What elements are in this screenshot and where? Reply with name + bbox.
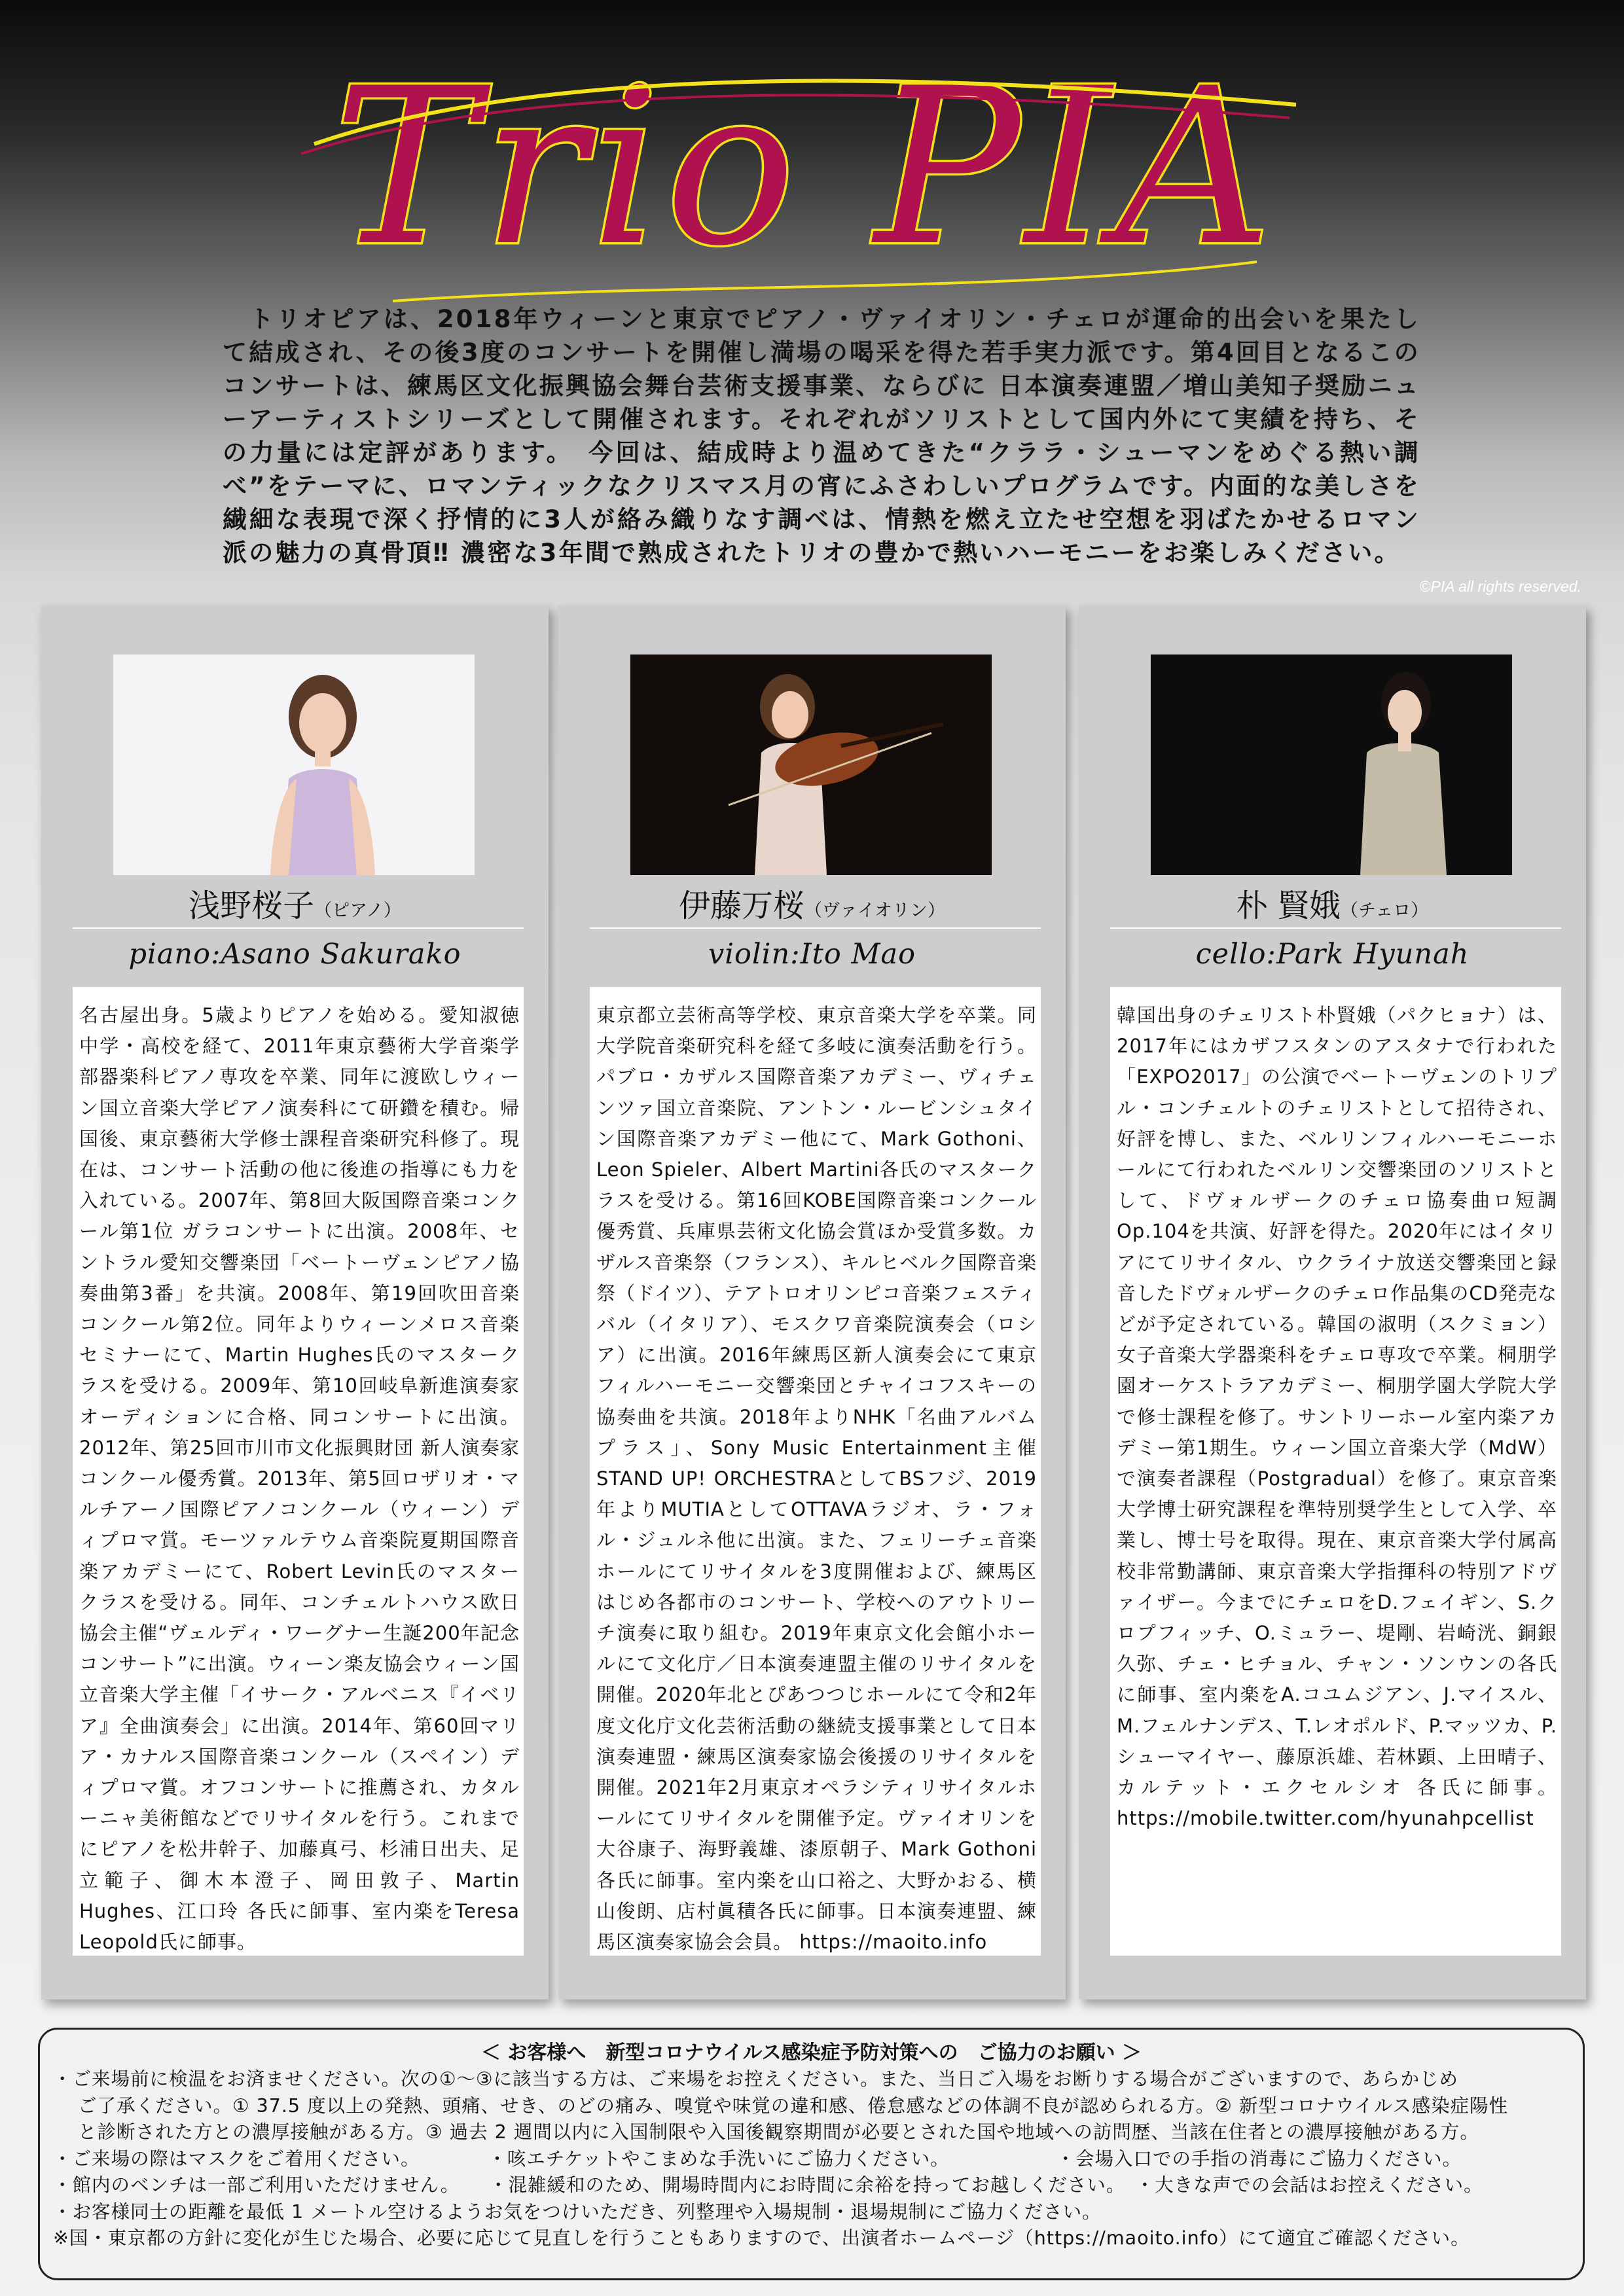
intro-paragraph: トリオピアは、2018年ウィーンと東京でピアノ・ヴァイオリン・チェロが運命的出会いを果たして結成され、その後3度のコンサートを開催し満場の喝采を得た若手実力派です。第4回目となるこのコンサートは、練馬区文化振興協会舞台芸術支援事業、ならびに 日本演奏連盟／増山美知子奨励ニューアーティストシリーズとして開催されます。それぞれがソリストとして国内外にて実績を持ち、その力量には定評があります。 今回は、結成時より温めてきた“クララ・シューマンをめぐる熱い調べ”をテーマに、ロマンティックなクリスマス月の宵にふさわしいプログラムです。内面的な美しさを繊細な表現で深く抒情的に3人が絡み織りなす調べは、情熱を燃え立たせ空想を羽ばたかせるロマン派の魅力の真骨頂‼ 濃密な3年間で熟成されたトリオの豊かで熱いハーモニーをお楽しみください。 [223,305,1420,567]
performer-bio-cello: 韓国出身のチェリスト朴賢娥（パクヒョナ）は、2017年にはカザフスタンのアスタナで行われた「EXPO2017」の公演でベートーヴェンのトリプル・コンチェルトのチェリストとして招待され、好評を博し、また、ベルリンフィルハーモニーホールにて行われたベルリン交響楽団のソリストとして、ドヴォルザークのチェロ協奏曲ロ短調Op.104を共演、好評を得た。2020年にはイタリアにてリサイタル、ウクライナ放送交響楽団と録音したドヴォルザークのチェロ作品集のCD発売などが予定されている。韓国の淑明（スクミョン）女子音楽大学器楽科をチェロ専攻で卒業。桐朋学園オーケストラアカデミー、桐朋学園大学院大学で修士課程を修了。サントリーホール室内楽アカデミー第1期生。ウィーン国立音楽大学（MdW）で演奏者課程（Postgradual）を修了。東京音楽大学博士研究課程を準特別奨学生として入学、卒業し、博士号を取得。現在、東京音楽大学付属高校非常勤講師、東京音楽大学指揮科の特別アドヴァイザー。今までにチェロをD.フェイギン、S.クロプフィッチ、O.ミュラー、堤剛、岩崎洸、銅銀久弥、チェ・ヒチョル、チャン・ソンウンの各氏に師事、室内楽をA.コユムジアン、J.マイスル、M.フェルナンデス、T.レオポルド、P.マッツカ、P.シューマイヤー、藤原浜雄、若林顕、上田晴子、カルテット・エクセルシオ 各氏に師事。 https://mobile.twitter.com/hyunahpcellist [1117,1004,1557,1830]
notice-line: ※国・東京都の方針に変化が生じた場合、必要に応じて見直しを行うこともありますので、出演者ホームページ（https://maoito.info）にて適宜ご確認ください。 [53,2227,1470,2249]
performer-photo-cello [1151,655,1512,875]
divider [590,927,1041,929]
name-text: 伊藤万桜 [679,888,805,924]
performer-card-piano [41,605,549,2000]
trio-pia-logo [275,46,1335,321]
bio-box [590,987,1041,1956]
performer-card-violin [558,605,1066,2000]
notice-lines [53,2066,1571,2252]
notice-line: ご了承ください。① 37.5 度以上の発熱、頭痛、せき、のどの痛み、嗅覚や味覚の違和感、倦怠感などの体調不良が認められる方。② 新型コロナウイルス感染症陽性 [78,2094,1509,2117]
performer-romaji-cello: cello:Park Hyunah [1195,938,1470,971]
notice-title: ＜ お客様へ 新型コロナウイルス感染症予防対策への ご協力のお願い ＞ [480,2041,1142,2064]
covid-notice-box [38,2028,1585,2280]
divider [73,927,524,929]
performer-name-cello [1079,880,1586,925]
role-text: （チェロ） [1341,901,1429,921]
copyright-notice: ©PIA all rights reserved. [1419,578,1581,595]
role-text: （ヴァイオリン） [804,901,945,921]
notice-line: と診断された方との濃厚接触がある方。③ 過去 2 週間以内に入国制限や入国後観察期間が必要とされた国や地域への訪問歴、当該在住者との濃厚接触がある方。 [78,2121,1479,2143]
notice-line: ・ご来場前に検温をお済ませください。次の①〜③に該当する方は、ご来場をお控えください。また、当日ご入場をお断りする場合がございますので、あらかじめ [53,2068,1459,2090]
performer-romaji-violin: violin:Ito Mao [708,938,916,971]
divider [1110,927,1561,929]
logo-text: Trio PIA [333,46,1277,293]
performer-name-violin [558,880,1066,925]
notice-line: ・館内のベンチは一部ご利用いただけません。 ・混雑緩和のため、開場時間内にお時間に余裕を持ってお越しください。 ・大きな声での会話はお控えください。 [53,2174,1483,2196]
name-text: 浅野桜子 [189,888,315,924]
bio-box [1110,987,1561,1956]
role-text: （ピアノ） [314,901,401,921]
performer-name-piano [41,880,549,925]
performer-bio-piano: 名古屋出身。5歳よりピアノを始める。愛知淑徳中学・高校を経て、2011年東京藝術大学音楽学部器楽科ピアノ専攻を卒業、同年に渡欧しウィーン国立音楽大学ピアノ演奏科にて研鑽を積む。帰国後、東京藝術大学修士課程音楽研究科修了。現在は、コンサート活動の他に後進の指導にも力を入れている。2007年、第8回大阪国際音楽コンクール第1位 ガラコンサートに出演。2008年、セントラル愛知交響楽団「ベートーヴェンピアノ協奏曲第3番」を共演。2008年、第19回吹田音楽コンクール第2位。同年よりウィーンメロス音楽セミナーにて、Martin Hughes氏のマスタークラスを受ける。2009年、第10回岐阜新進演奏家オーディションに合格、同コンサートに出演。2012年、第25回市川市文化振興財団 新人演奏家コンクール優秀賞。2013年、第5回ロザリオ・マルチアーノ国際ピアノコンクール（ウィーン）ディプロマ賞。モーツァルテウム音楽院夏期国際音楽アカデミーにて、Robert Levin氏のマスタークラスを受ける。同年、コンチェルトハウス欧日協会主催“ヴェルディ・ワーグナー生誕200年記念コンサート”に出演。ウィーン楽友協会ウィーン国立音楽大学主催「イサーク・アルベニス『イベリア』全曲演奏会」に出演。2014年、第60回マリア・カナルス国際音楽コンクール（スペイン）ディプロマ賞。オフコンサートに推薦され、カタルーニャ美術館などでリサイタルを行う。これまでにピアノを松井幹子、加藤真弓、杉浦日出夫、足立範子、御木本澄子、岡田敦子、Martin Hughes、江口玲 各氏に師事、室内楽をTeresa Leopold氏に師事。 [79,1004,520,1954]
notice-line: ・ご来場の際はマスクをご着用ください。 ・咳エチケットやこまめな手洗いにご協力ください。 ・会場入口での手指の消毒にご協力ください。 [53,2147,1462,2170]
name-text: 朴 賢娥 [1236,888,1341,924]
performer-bio-violin: 東京都立芸術高等学校、東京音楽大学を卒業。同大学院音楽研究科を経て多岐に演奏活動を行う。パブロ・カザルス国際音楽アカデミー、ヴィチェンツァ国立音楽院、アントン・ルービンシュタイン国際音楽アカデミー他にて、Mark Gothoni、Leon Spieler、Albert Martini各氏のマスタークラスを受ける。第16回KOBE国際音楽コンクール優秀賞、兵庫県芸術文化協会賞ほか受賞多数。カザルス音楽祭（フランス）、キルヒベルク国際音楽祭（ドイツ）、テアトロオリンピコ音楽フェスティバル（イタリア）、モスクワ音楽院演奏会（ロシア）に出演。2016年練馬区新人演奏会にて東京フィルハーモニー交響楽団とチャイコフスキーの協奏曲を共演。2018年よりNHK「名曲アルバムプラス」、Sony Music Entertainment主催STAND UP! ORCHESTRAとしてBSフジ、2019年よりMUTIAとしてOTTAVAラジオ、ラ・フォル・ジュルネ他に出演。また、フェリーチェ音楽ホールにてリサイタルを3度開催および、練馬区はじめ各都市のコンサート、学校へのアウトリーチ演奏に取り組む。2019年東京文化会館小ホールにて文化庁／日本演奏連盟主催のリサイタルを開催。2020年北とぴあつつじホールにて令和2年度文化庁文化芸術活動の継続支援事業として日本演奏連盟・練馬区演奏家協会後援のリサイタルを開催。2021年2月東京オペラシティリサイタルホールにてリサイタルを開催予定。ヴァイオリンを大谷康子、海野義雄、漆原朝子、Mark Gothoni各氏に師事。室内楽を山口裕之、大野かおる、横山俊朗、店村眞積各氏に師事。日本演奏連盟、練馬区演奏家協会会員。 https://maoito.info [596,1004,1037,1954]
performer-romaji-piano: piano:Asano Sakurako [128,938,461,971]
performer-card-cello [1079,605,1586,2000]
bio-box [73,987,524,1956]
notice-line: ・お客様同士の距離を最低 1 メートル空けるようお気をつけいただき、列整理や入場規制・退場規制にご協力ください。 [53,2200,1102,2223]
performer-photo-violin [630,655,992,875]
performer-photo-piano [113,655,475,875]
